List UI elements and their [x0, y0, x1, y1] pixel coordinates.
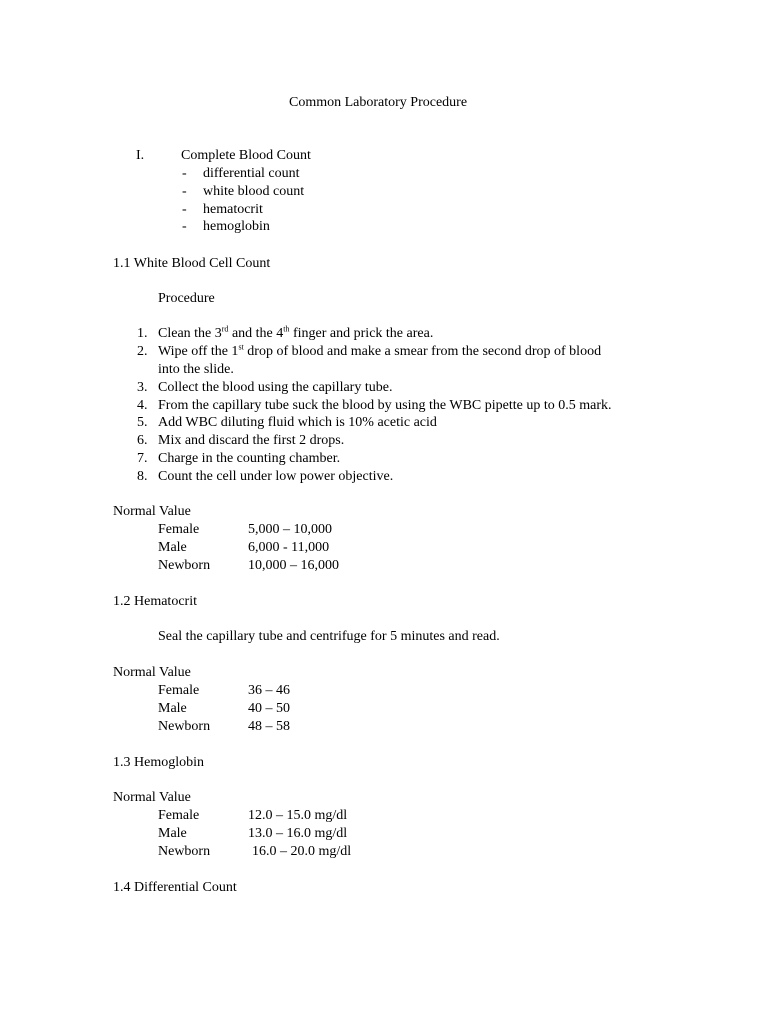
outline-numeral: I. [136, 148, 145, 163]
outline-heading: Complete Blood Count [181, 148, 311, 163]
step-number: 6. [137, 433, 148, 448]
normal-value-label: Normal Value [113, 790, 191, 805]
normal-value-label: Normal Value [113, 665, 191, 680]
normal-value-group: Newborn [158, 558, 211, 573]
outline-bullet: - [182, 184, 187, 199]
normal-value-range: 36 – 46 [248, 683, 290, 698]
procedure-text: Seal the capillary tube and centrifuge for 5 minutes and read. [158, 629, 500, 644]
normal-value-range: 10,000 – 16,000 [248, 558, 339, 573]
outline-bullet: - [182, 166, 187, 181]
section-heading: 1.2 Hematocrit [113, 594, 197, 609]
step-continuation: into the slide. [158, 362, 234, 377]
normal-value-range: 48 – 58 [248, 719, 290, 734]
normal-value-range: 13.0 – 16.0 mg/dl [248, 826, 348, 841]
normal-value-label: Normal Value [113, 504, 191, 519]
step-text: finger and prick the area. [289, 326, 434, 341]
outline-item: hematocrit [203, 202, 263, 217]
step-number: 8. [137, 469, 148, 484]
procedure-step: Charge in the counting chamber. [158, 451, 341, 466]
normal-value-group: Male [158, 826, 187, 841]
ordinal-suffix: th [283, 324, 290, 334]
normal-value-group: Female [158, 522, 200, 537]
normal-value-group: Newborn [158, 844, 211, 859]
ordinal-suffix: st [238, 342, 244, 352]
procedure-step: Mix and discard the first 2 drops. [158, 433, 345, 448]
step-text: Wipe off the 1 [158, 344, 239, 359]
normal-value-group: Male [158, 540, 187, 555]
normal-value-range: 12.0 – 15.0 mg/dl [248, 808, 348, 823]
step-text: drop of blood and make a smear from the second drop of blood [243, 344, 602, 359]
procedure-step: Collect the blood using the capillary tube. [158, 380, 393, 395]
outline-item: white blood count [203, 184, 305, 199]
step-text: Clean the 3 [158, 326, 222, 341]
outline-item: hemoglobin [203, 219, 270, 234]
step-number: 1. [137, 326, 148, 341]
procedure-step [158, 344, 601, 360]
normal-value-group: Newborn [158, 719, 211, 734]
normal-value-group: Female [158, 683, 200, 698]
normal-value-range: 16.0 – 20.0 mg/dl [252, 844, 352, 859]
procedure-step [158, 326, 433, 342]
outline-bullet: - [182, 202, 187, 217]
step-number: 4. [137, 398, 148, 413]
section-heading: 1.1 White Blood Cell Count [113, 256, 271, 271]
procedure-label: Procedure [158, 291, 215, 306]
section-heading: 1.3 Hemoglobin [113, 755, 204, 770]
normal-value-range: 5,000 – 10,000 [248, 522, 332, 537]
ordinal-suffix: rd [221, 324, 229, 334]
outline-item: differential count [203, 166, 300, 181]
page-title: Common Laboratory Procedure [289, 95, 468, 110]
step-number: 7. [137, 451, 148, 466]
outline-bullet: - [182, 219, 187, 234]
section-heading: 1.4 Differential Count [113, 880, 237, 895]
procedure-step: Add WBC diluting fluid which is 10% acetic acid [158, 415, 437, 430]
procedure-step: From the capillary tube suck the blood by using the WBC pipette up to 0.5 mark. [158, 398, 612, 413]
step-number: 5. [137, 415, 148, 430]
normal-value-range: 40 – 50 [248, 701, 290, 716]
step-number: 2. [137, 344, 148, 359]
step-number: 3. [137, 380, 148, 395]
step-text: and the 4 [228, 326, 284, 341]
normal-value-group: Female [158, 808, 200, 823]
procedure-step: Count the cell under low power objective. [158, 469, 394, 484]
normal-value-range: 6,000 - 11,000 [248, 540, 330, 555]
normal-value-group: Male [158, 701, 187, 716]
